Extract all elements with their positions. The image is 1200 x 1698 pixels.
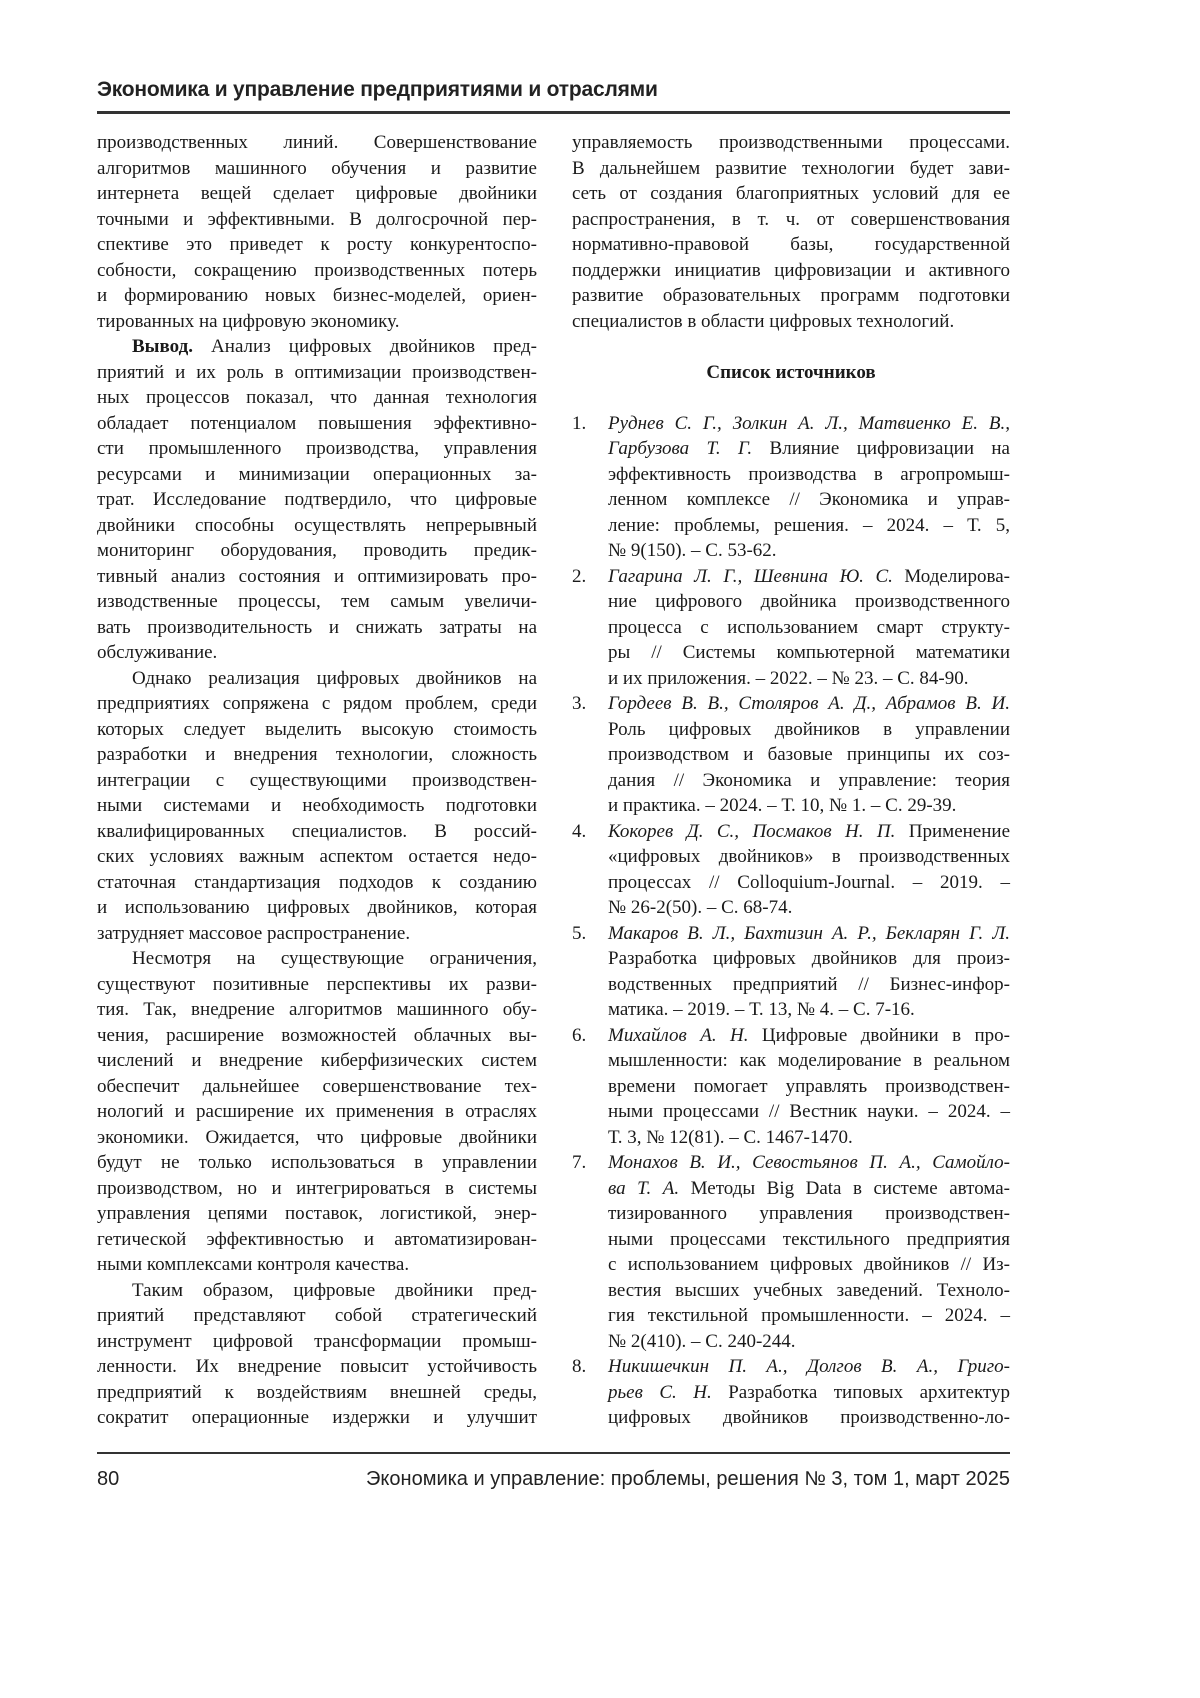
text-line: [572, 309, 1010, 335]
left-column: [97, 130, 537, 1431]
reference-number: 2.: [572, 564, 586, 590]
author-run: рьев С. Н.: [608, 1382, 712, 1403]
text-line: [97, 1329, 537, 1355]
footer-rule: [97, 1452, 1010, 1454]
text-line: [97, 717, 537, 743]
text-run: управления цепями поставок, логистикой, энер-: [97, 1203, 537, 1224]
text-line: [97, 232, 537, 258]
text-line: [608, 1099, 1010, 1125]
text-run: затрудняет массовое распространение.: [97, 923, 410, 944]
text-run: времени помогает управлять производствен-: [608, 1076, 1010, 1097]
text-line: [608, 742, 1010, 768]
text-line: [97, 870, 537, 896]
text-line: [97, 411, 537, 437]
text-line: [97, 1048, 537, 1074]
text-run: приятий и их роль в оптимизации производствен-: [97, 362, 537, 383]
text-run: предприятиях сопряжена с рядом проблем, среди: [97, 693, 537, 714]
text-run: двойники способны осуществлять непрерывный: [97, 515, 537, 536]
text-run: обслуживание.: [97, 642, 217, 663]
author-run: Никишечкин П. А., Долгов В. А., Григо-: [608, 1356, 1010, 1377]
text-run: и практика. – 2024. – Т. 10, № 1. – С. 29-39.: [608, 795, 956, 816]
text-run: развитие образовательных программ подготовки: [572, 285, 1010, 306]
author-run: Михайлов А. Н.: [608, 1025, 748, 1046]
text-run: трат. Исследование подтвердило, что цифровые: [97, 489, 537, 510]
text-line: [608, 870, 1010, 896]
text-run: Разработка типовых архитектур: [712, 1382, 1010, 1403]
text-line: [97, 819, 537, 845]
text-line: [608, 538, 1010, 564]
text-run: сеть от создания благоприятных условий для ее: [572, 183, 1010, 204]
author-run: Монахов В. И., Севостьянов П. А., Самойло-: [608, 1152, 1010, 1173]
text-line: [608, 1278, 1010, 1304]
text-line: [608, 1125, 1010, 1151]
text-line: [97, 462, 537, 488]
text-line: [608, 1201, 1010, 1227]
text-run: нормативно-правовой базы, государственной: [572, 234, 1010, 255]
text-line: [97, 742, 537, 768]
text-run: эффективность производства в агропромыш-: [608, 464, 1010, 485]
reference-number: 3.: [572, 691, 586, 717]
right-paragraphs: [572, 130, 1010, 334]
text-line: [97, 334, 537, 360]
text-line: [608, 513, 1010, 539]
text-run: точными и эффективными. В долгосрочной пер-: [97, 209, 537, 230]
text-line: [608, 1074, 1010, 1100]
text-run: специалистов в области цифровых технологий.: [572, 311, 954, 332]
text-line: [97, 1150, 537, 1176]
reference-item: [572, 921, 1010, 1023]
text-line: [97, 1074, 537, 1100]
text-run: процессах // Colloquium-Journal. – 2019. –: [608, 872, 1010, 893]
text-run: Влияние цифровизации на: [752, 438, 1010, 459]
text-line: [572, 181, 1010, 207]
running-header: Экономика и управление предприятиями и отраслями: [97, 78, 658, 102]
text-run: приятий представляют собой стратегический: [97, 1305, 537, 1326]
text-line: [608, 1380, 1010, 1406]
author-run: Гагарина Л. Г., Шевнина Ю. С.: [608, 566, 893, 587]
journal-footer: Экономика и управление: проблемы, решения № 3, том 1, март 2025: [366, 1468, 1010, 1491]
text-line: [97, 793, 537, 819]
text-run: Разработка цифровых двойников для произ-: [608, 948, 1010, 969]
text-line: [97, 1227, 537, 1253]
reference-number: 4.: [572, 819, 586, 845]
text-line: [608, 946, 1010, 972]
text-run: мониторинг оборудования, проводить предик-: [97, 540, 537, 561]
text-line: [97, 1278, 537, 1304]
reference-item: [572, 411, 1010, 564]
text-line: [608, 589, 1010, 615]
text-line: [572, 283, 1010, 309]
text-run: нологий и расширение их применения в отраслях: [97, 1101, 537, 1122]
text-run: Моделирова-: [893, 566, 1010, 587]
text-run: чения, расширение возможностей облачных вы-: [97, 1025, 537, 1046]
text-run: вать производительность и снижать затраты на: [97, 617, 537, 638]
reference-item: [572, 1354, 1010, 1431]
text-line: [608, 640, 1010, 666]
text-line: [608, 411, 1010, 437]
text-line: [97, 921, 537, 947]
text-run: производством, но и интегрироваться в системы: [97, 1178, 537, 1199]
author-run: Гарбузова Т. Г.: [608, 438, 752, 459]
text-run: гия текстильной промышленности. – 2024. –: [608, 1305, 1010, 1326]
text-run: квалифицированных специалистов. В россий-: [97, 821, 537, 842]
paragraph: [97, 946, 537, 1278]
text-line: [97, 691, 537, 717]
text-run: ленности. Их внедрение повысит устойчивость: [97, 1356, 537, 1377]
text-run: ресурсами и минимизации операционных за-: [97, 464, 537, 485]
text-line: [608, 487, 1010, 513]
text-run: ние цифрового двойника производственного: [608, 591, 1010, 612]
text-line: [97, 1252, 537, 1278]
paragraph: [97, 334, 537, 666]
reference-number: 8.: [572, 1354, 586, 1380]
text-line: [608, 1048, 1010, 1074]
text-run: управляемость производственными процессами.: [572, 132, 1010, 153]
text-run: сократит операционные издержки и улучшит: [97, 1407, 537, 1428]
reference-number: 7.: [572, 1150, 586, 1176]
author-run: Макаров В. Л., Бахтизин А. Р., Бекларян Г. Л.: [608, 923, 1010, 944]
text-line: [97, 946, 537, 972]
text-run: числений и внедрение киберфизических систем: [97, 1050, 537, 1071]
page-number: 80: [97, 1468, 119, 1491]
text-line: [608, 1176, 1010, 1202]
reference-item: [572, 1023, 1010, 1151]
text-line: [608, 1150, 1010, 1176]
text-line: [97, 1380, 537, 1406]
text-line: [97, 1176, 537, 1202]
reference-number: 5.: [572, 921, 586, 947]
text-line: [97, 1023, 537, 1049]
text-line: [608, 972, 1010, 998]
text-run: поддержки инициатив цифровизации и активного: [572, 260, 1010, 281]
text-line: [97, 997, 537, 1023]
text-run: № 2(410). – С. 240-244.: [608, 1331, 796, 1352]
text-line: [608, 436, 1010, 462]
text-line: [572, 156, 1010, 182]
text-run: цифровых двойников производственно-ло-: [608, 1407, 1010, 1428]
text-line: [97, 513, 537, 539]
text-run: Несмотря на существующие ограничения,: [132, 948, 537, 969]
text-line: [97, 207, 537, 233]
text-run: тизированного управления производствен-: [608, 1203, 1010, 1224]
text-run: тия. Так, внедрение алгоритмов машинного обу-: [97, 999, 537, 1020]
text-line: [572, 232, 1010, 258]
text-run: процесса с использованием смарт структу-: [608, 617, 1010, 638]
text-line: [608, 1303, 1010, 1329]
text-run: экономики. Ожидается, что цифровые двойники: [97, 1127, 537, 1148]
text-line: [572, 130, 1010, 156]
text-line: [97, 1303, 537, 1329]
text-run: ры // Системы компьютерной математики: [608, 642, 1010, 663]
text-line: [608, 819, 1010, 845]
text-line: [97, 1405, 537, 1431]
text-line: [608, 793, 1010, 819]
reference-item: [572, 819, 1010, 921]
text-run: Т. 3, № 12(81). – С. 1467-1470.: [608, 1127, 853, 1148]
text-line: [608, 1405, 1010, 1431]
text-run: № 26-2(50). – С. 68-74.: [608, 897, 792, 918]
references-list: [572, 411, 1010, 1431]
text-line: [608, 844, 1010, 870]
text-run: ных процессов показал, что данная технология: [97, 387, 537, 408]
text-run: вестия высших учебных заведений. Техноло-: [608, 1280, 1010, 1301]
text-line: [97, 589, 537, 615]
text-run: Применение: [895, 821, 1010, 842]
text-run: ными комплексами контроля качества.: [97, 1254, 409, 1275]
text-line: [608, 1329, 1010, 1355]
reference-item: [572, 564, 1010, 692]
text-line: [608, 717, 1010, 743]
text-run: интернета вещей сделает цифровые двойники: [97, 183, 537, 204]
text-line: [97, 1099, 537, 1125]
text-line: [608, 1354, 1010, 1380]
text-run: инструмент цифровой трансформации промыш-: [97, 1331, 537, 1352]
text-run: распространения, в т. ч. от совершенствования: [572, 209, 1010, 230]
text-run: тированных на цифровую экономику.: [97, 311, 399, 332]
text-run: мышленности: как моделирование в реальном: [608, 1050, 1010, 1071]
text-run: обладает потенциалом повышения эффективно-: [97, 413, 537, 434]
text-run: ными процессами // Вестник науки. – 2024. –: [608, 1101, 1010, 1122]
paragraph: [572, 130, 1010, 334]
text-line: [97, 1354, 537, 1380]
text-line: [608, 691, 1010, 717]
text-run: сти промышленного производства, управления: [97, 438, 537, 459]
text-line: [97, 538, 537, 564]
text-line: [608, 895, 1010, 921]
text-line: [97, 1201, 537, 1227]
text-run: спективе это приведет к росту конкурентоспо-: [97, 234, 537, 255]
text-run: Методы Big Data в системе автома-: [679, 1178, 1010, 1199]
text-line: [97, 258, 537, 284]
text-run: тивный анализ состояния и оптимизировать про-: [97, 566, 537, 587]
text-line: [608, 921, 1010, 947]
text-line: [97, 181, 537, 207]
text-line: [97, 130, 537, 156]
text-run: существуют позитивные перспективы их разви-: [97, 974, 537, 995]
text-run: собности, сокращению производственных потерь: [97, 260, 537, 281]
text-line: [97, 309, 537, 335]
text-run: обеспечит дальнейшее совершенствование тех-: [97, 1076, 537, 1097]
text-run: производственных линий. Совершенствование: [97, 132, 537, 153]
text-run: «цифровых двойников» в производственных: [608, 846, 1010, 867]
text-run: будут не только использоваться в управлении: [97, 1152, 537, 1173]
text-line: [97, 487, 537, 513]
text-line: [97, 385, 537, 411]
text-run: которых следует выделить высокую стоимость: [97, 719, 537, 740]
text-run: № 9(150). – С. 53-62.: [608, 540, 777, 561]
text-line: [572, 258, 1010, 284]
text-line: [97, 564, 537, 590]
text-run: интеграции с существующими производствен-: [97, 770, 537, 791]
text-run: предприятий к воздействиям внешней среды,: [97, 1382, 537, 1403]
text-line: [608, 997, 1010, 1023]
text-run: Роль цифровых двойников в управлении: [608, 719, 1010, 740]
text-line: [97, 844, 537, 870]
paragraph: [97, 130, 537, 334]
text-line: [97, 972, 537, 998]
text-run: гетической эффективностью и автоматизирован-: [97, 1229, 537, 1250]
text-line: [608, 666, 1010, 692]
text-run: В дальнейшем развитие технологии будет зави-: [572, 158, 1010, 179]
text-run: и их приложения. – 2022. – № 23. – С. 84-90.: [608, 668, 968, 689]
text-run: матика. – 2019. – Т. 13, № 4. – С. 7-16.: [608, 999, 915, 1020]
text-line: [97, 283, 537, 309]
text-run: и формированию новых бизнес-моделей, ориен-: [97, 285, 537, 306]
text-run: и использованию цифровых двойников, которая: [97, 897, 537, 918]
text-line: [97, 768, 537, 794]
references-heading: Список источников: [572, 360, 1010, 386]
text-run: ских условиях важным аспектом остается недо-: [97, 846, 537, 867]
text-run: ленном комплексе // Экономика и управ-: [608, 489, 1010, 510]
text-run: ными системами и необходимость подготовки: [97, 795, 537, 816]
reference-number: 6.: [572, 1023, 586, 1049]
right-column: [572, 130, 1010, 1431]
text-line: [608, 1227, 1010, 1253]
text-line: [608, 462, 1010, 488]
text-run: водственных предприятий // Бизнес-инфор-: [608, 974, 1010, 995]
text-line: [608, 768, 1010, 794]
text-run: с использованием цифровых двойников // Из-: [608, 1254, 1010, 1275]
text-run: Анализ цифровых двойников пред-: [193, 336, 537, 357]
reference-item: [572, 1150, 1010, 1354]
reference-number: 1.: [572, 411, 586, 437]
bold-run: Вывод.: [132, 336, 193, 357]
text-line: [97, 666, 537, 692]
text-run: ление: проблемы, решения. – 2024. – Т. 5,: [608, 515, 1010, 536]
text-run: дания // Экономика и управление: теория: [608, 770, 1010, 791]
text-run: изводственные процессы, тем самым увеличи-: [97, 591, 537, 612]
header-rule: [97, 111, 1010, 114]
paragraph: [97, 1278, 537, 1431]
text-line: [608, 564, 1010, 590]
reference-item: [572, 691, 1010, 819]
text-line: [97, 640, 537, 666]
text-line: [97, 1125, 537, 1151]
text-run: Однако реализация цифровых двойников на: [132, 668, 537, 689]
author-run: ва Т. А.: [608, 1178, 679, 1199]
text-run: Цифровые двойники в про-: [748, 1025, 1010, 1046]
text-run: Таким образом, цифровые двойники пред-: [132, 1280, 537, 1301]
text-run: разработки и внедрения технологии, сложность: [97, 744, 537, 765]
text-line: [608, 1252, 1010, 1278]
text-line: [97, 156, 537, 182]
text-line: [608, 615, 1010, 641]
text-line: [97, 360, 537, 386]
paragraph: [97, 666, 537, 947]
text-line: [608, 1023, 1010, 1049]
text-run: алгоритмов машинного обучения и развитие: [97, 158, 537, 179]
author-run: Руднев С. Г., Золкин А. Л., Матвиенко Е. В.,: [608, 413, 1010, 434]
author-run: Гордеев В. В., Столяров А. Д., Абрамов В. И.: [608, 693, 1010, 714]
text-run: производством и базовые принципы их соз-: [608, 744, 1010, 765]
author-run: Кокорев Д. С., Посмаков Н. П.: [608, 821, 895, 842]
text-line: [97, 615, 537, 641]
text-line: [572, 207, 1010, 233]
text-run: ными процессами текстильного предприятия: [608, 1229, 1010, 1250]
text-run: статочная стандартизация подходов к созданию: [97, 872, 537, 893]
text-line: [97, 436, 537, 462]
text-line: [97, 895, 537, 921]
